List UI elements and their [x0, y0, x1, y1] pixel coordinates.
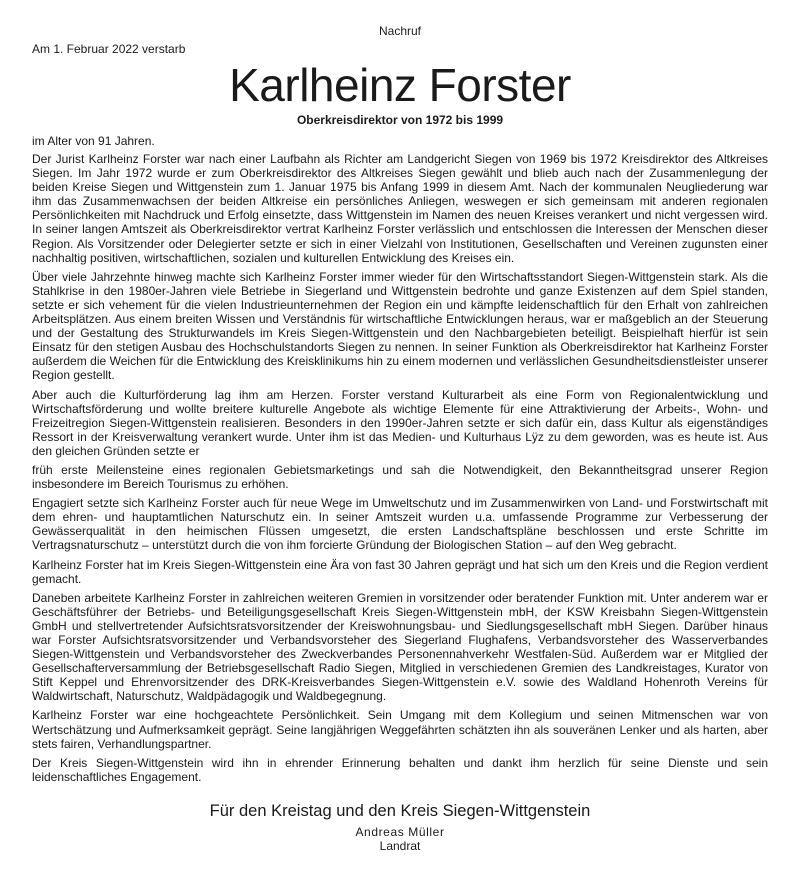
- paragraph: Engagiert setzte sich Karlheinz Forster auch für neue Wege im Umweltschutz und im Zusammenwirken von Land- und Forstwirtschaft mit dem ehren- und hauptamtlichen Naturschutz ein. In seiner Amtszeit wurden u.a. umfassende Programme zur Verbesserung der Gewässerqualität in den heimischen Flüssen umgesetzt, die ersten Landschaftspläne beschlossen und erste Schritte im Vertragsnaturschutz – unterstützt durch die von ihm forcierte Gründung der Biologischen Station – auf den Weg gebracht.: [32, 496, 768, 553]
- closing-block: [0, 800, 800, 853]
- paragraph: Daneben arbeitete Karlheinz Forster in zahlreichen weiteren Gremien in vorsitzender oder beratender Funktion mit. Unter anderem war er Geschäftsführer der Betriebs- und Beteiligungsgesellschaft Kreis Siegen-Wittgenstein mbH, der KSW Kreisbahn Siegen-Wittgenstein GmbH und stellvertretender Aufsichtsratsvorsitzender der Kreiswohnungsbau- und Siedlungsgesellschaft mbH Siegen. Darüber hinaus war Forster Aufsichtsratsvorsitzender und Verbandsvorsteher des Siegerland Flughafens, Verbandsvorsteher des Wasserverbandes Siegen-Wittgenstein und Verbandsvorsteher des Zweckverbandes Personennahverkehr Westfalen-Süd. Außerdem war er Mitglied der Gesellschafterversammlung der Betriebsgesellschaft Radio Siegen, Mitglied in verschiedenen Gremien des Landkreistages, Kurator von Stift Keppel und Ehrenvorsitzender des DRK-Kreisverbandes Siegen-Wittgenstein e.V. sowie des Waldland Hohenroth Vereins für Waldwirtschaft, Naturschutz, Waldpädagogik und Waldbegegnung.: [32, 590, 768, 704]
- closing-line: Für den Kreistag und den Kreis Siegen-Wittgenstein: [209, 802, 591, 820]
- notice-type-label: Nachruf: [378, 24, 422, 38]
- paragraph: Über viele Jahrzehnte hinweg machte sich Karlheinz Forster immer wieder für den Wirtschaftsstandort Siegen-Wittgenstein stark. Als die Stahlkrise in den 1980er-Jahren viele Betriebe in Siegerland und Wittgenstein bedrohte und ganze Existenzen auf dem Spiel standen, setzte er sich vehement für die vielen Industrieunternehmen der Region ein und kämpfte leidenschaftlich für den Erhalt von zahlreichen Arbeitsplätzen. Aus einem breiten Wissen und Verständnis für wirtschaftliche Entwicklungen heraus, war er maßgeblich an der Steuerung und der Gestaltung des Strukturwandels im Kreis Siegen-Wittgenstein und den Nachbargebieten beteiligt. Beispielhaft hierfür ist sein Einsatz für den stetigen Ausbau des Hochschulstandorts Siegen zu nennen. In seiner Funktion als Oberkreisdirektor hat Karlheinz Forster außerdem die Weichen für die Entwicklung des Kreisklinikums hin zu einem modernen und verlässlichen Gesundheitsdienstleister unserer Region gestellt.: [32, 269, 768, 383]
- age-line: im Alter von 91 Jahren.: [32, 134, 155, 148]
- paragraph: Der Jurist Karlheinz Forster war nach einer Laufbahn als Richter am Landgericht Siegen von 1969 bis 1972 Kreisdirektor des Altkreises Siegen. Im Jahr 1972 wurde er zum Oberkreisdirektor des Altkreises Siegen gewählt und blieb auch nach der Zusammenlegung der beiden Kreise Siegen und Wittgenstein zum 1. Januar 1975 bis Anfang 1999 in diesem Amt. Nach der kommunalen Neugliederung war ihm das Zusammenwachsen der beiden Altkreise ein persönliches Anliegen, weswegen er sich gemeinsam mit anderen regionalen Persönlichkeiten mit Nachdruck und Erfolg einsetzte, dass Wittgenstein im Namen des neuen Kreises verankert und nicht vergessen wird. In seiner langen Amtszeit als Oberkreisdirektor vertrat Karlheinz Forster verlässlich und entschlossen die Interessen der Menschen dieser Region. Als Vorsitzender oder Delegierter setzte er sich in einer Vielzahl von Institutionen, Gesellschaften und Vereinen zugunsten einer nachhaltig positiven, wirtschaftlichen, sozialen und kulturellen Entwicklung des Kreises ein.: [32, 152, 768, 265]
- obituary-body: [32, 152, 768, 789]
- signer-name: Andreas Müller: [355, 825, 445, 839]
- paragraph: Der Kreis Siegen-Wittgenstein wird ihn in ehrender Erinnerung behalten und dankt ihm herzlich für seine Dienste und sein leidenschaftliches Engagement.: [32, 755, 768, 784]
- signer-role: Landrat: [379, 839, 421, 853]
- date-line: Am 1. Februar 2022 verstarb: [32, 42, 186, 56]
- position-subtitle: Oberkreisdirektor von 1972 bis 1999: [296, 113, 504, 127]
- deceased-name: Karlheinz Forster: [229, 59, 571, 111]
- paragraph: Karlheinz Forster hat im Kreis Siegen-Wittgenstein eine Ära von fast 30 Jahren geprägt und hat sich um den Kreis und die Region verdient gemacht.: [32, 557, 768, 586]
- paragraph: Aber auch die Kulturförderung lag ihm am Herzen. Forster verstand Kulturarbeit als eine Form von Regionalentwicklung und Wirtschaftsförderung und wollte breitere kulturelle Angebote als wichtige Elemente für eine Attraktivierung der Arbeits-, Wohn- und Freizeitregion Siegen-Wittgenstein realisieren. Besonders in den 1990er-Jahren setzte er sich dafür ein, dass Kultur als eigenständiges Ressort in der Kreisverwaltung verankert wurde. Unter ihm ist das Medien- und Kulturhaus Lÿz zu dem geworden, was es heute ist. Aus den gleichen Gründen setzte er: [32, 387, 768, 458]
- paragraph: früh erste Meilensteine eines regionalen Gebietsmarketings und sah die Notwendigkeit, den Bekanntheitsgrad unserer Region insbesondere im Bereich Tourismus zu erhöhen.: [32, 462, 768, 492]
- paragraph: Karlheinz Forster war eine hochgeachtete Persönlichkeit. Sein Umgang mit dem Kollegium und seinen Mitmenschen war von Wertschätzung und Aufmerksamkeit geprägt. Seine langjährigen Weggefährten schätzten ihn als souveränen Lenker und als harten, aber stets fairen, Verhandlungspartner.: [32, 708, 768, 751]
